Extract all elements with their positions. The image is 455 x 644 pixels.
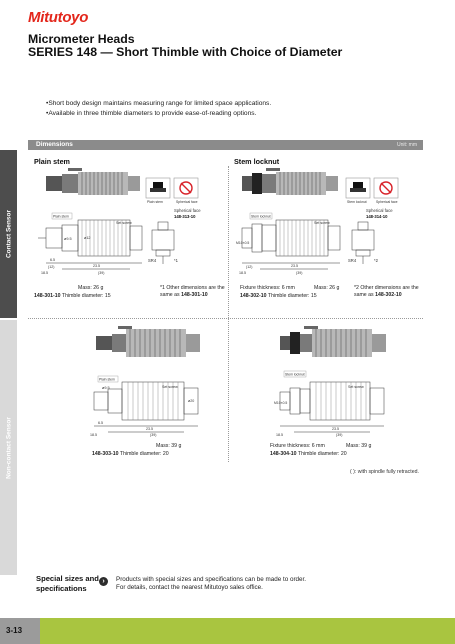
column-title-plain-stem: Plain stem xyxy=(34,157,70,166)
dimensions-section-bar xyxy=(28,140,423,150)
svg-text:M10×0.5: M10×0.5 xyxy=(236,241,250,245)
svg-text:SR4: SR4 xyxy=(148,258,157,263)
product-code: 148-303-10 xyxy=(92,451,119,457)
diagram-spherical-face-a xyxy=(144,176,216,272)
footer-bar xyxy=(0,618,455,644)
product-code: 148-301-10 xyxy=(34,293,61,299)
page-number: 3-13 xyxy=(6,626,23,635)
svg-text:(12): (12) xyxy=(246,265,253,269)
svg-text:(12): (12) xyxy=(48,265,55,269)
spec-b-fixture: Fixture thickness: 6 mm xyxy=(240,285,295,291)
diagram-spherical-face-b xyxy=(344,176,420,272)
svg-text:Spherical face: Spherical face xyxy=(174,208,201,213)
note-b: *2 Other dimensions are the same as 148-302-10 xyxy=(354,285,419,298)
special-sizes-text: Products with special sizes and specifications can be made to order. For details, contact the nearest Mitutoyo sales office. xyxy=(116,576,307,591)
svg-text:23.5: 23.5 xyxy=(291,264,298,268)
svg-text:(39): (39) xyxy=(336,433,343,437)
row-divider xyxy=(28,318,423,319)
diagram-plain-stem-20 xyxy=(88,326,208,438)
bullet-item: • Short body design maintains measuring range for limited space applications. xyxy=(46,99,271,109)
svg-text:23.5: 23.5 xyxy=(146,427,153,431)
spec-d-fixture: Fixture thickness: 6 mm xyxy=(270,443,325,449)
product-code: 148-302-10 xyxy=(240,293,267,299)
special-sizes-title: Special sizes and specifications xyxy=(36,574,99,593)
feature-bullets xyxy=(46,99,271,119)
callout-stem-locknut: Stem locknut xyxy=(251,214,271,219)
svg-text:Spherical face: Spherical face xyxy=(366,208,393,213)
svg-text:18.5: 18.5 xyxy=(276,433,283,437)
mitutoyo-logo: Mitutoyo xyxy=(28,9,89,26)
svg-text:148-313-10: 148-313-10 xyxy=(174,214,196,219)
spec-d-mass: Mass: 39 g xyxy=(346,443,372,449)
spec-a-mass: Mass: 26 g xyxy=(78,285,104,291)
svg-text:Set screw: Set screw xyxy=(116,221,132,225)
spec-b: 148-302-10 Thimble diameter: 15 xyxy=(240,293,317,299)
locknut-graphic xyxy=(252,173,262,194)
stem-graphic xyxy=(46,176,62,191)
svg-text:Set screw: Set screw xyxy=(162,385,178,389)
svg-text:18.5: 18.5 xyxy=(239,271,246,275)
product-code: 148-302-10 xyxy=(375,292,402,298)
footnote: ( ): with spindle fully retracted. xyxy=(350,469,419,475)
svg-text:Stem locknut: Stem locknut xyxy=(285,372,305,377)
product-code: 148-301-10 xyxy=(181,292,208,298)
spec-c: 148-303-10 Thimble diameter: 20 xyxy=(92,451,169,457)
svg-text:18.5: 18.5 xyxy=(41,271,48,275)
svg-text:(39): (39) xyxy=(98,271,105,275)
svg-text:(39): (39) xyxy=(296,271,303,275)
side-tab-non-contact: Non-contact Sensor xyxy=(0,320,17,575)
svg-text:Plain stem: Plain stem xyxy=(99,377,115,382)
svg-text:ø12: ø12 xyxy=(84,236,91,240)
svg-text:Set screw: Set screw xyxy=(314,221,330,225)
unit-label: Unit: mm xyxy=(397,142,417,148)
callout-plain-stem: Plain stem xyxy=(53,214,69,219)
svg-text:23.5: 23.5 xyxy=(93,264,100,268)
column-divider xyxy=(228,166,229,462)
svg-text:*2: *2 xyxy=(374,258,378,263)
svg-text:Spherical face: Spherical face xyxy=(376,200,398,204)
svg-text:148-314-10: 148-314-10 xyxy=(366,214,388,219)
svg-text:SR4: SR4 xyxy=(348,258,357,263)
diagram-stem-locknut-15 xyxy=(236,168,348,278)
svg-text:6.5: 6.5 xyxy=(50,258,55,262)
svg-text:ø20: ø20 xyxy=(188,399,195,403)
side-tab-contact: Contact Sensor xyxy=(0,150,17,318)
svg-text:23.5: 23.5 xyxy=(332,427,339,431)
diagram-plain-stem-15 xyxy=(38,168,150,278)
column-title-stem-locknut: Stem locknut xyxy=(234,157,280,166)
diagram-stem-locknut-20 xyxy=(274,326,394,438)
bullet-item: • Available in three thimble diameters to provide ease-of-reading options. xyxy=(46,109,271,119)
svg-text:ø9.5: ø9.5 xyxy=(102,386,110,390)
svg-text:*1: *1 xyxy=(174,258,178,263)
svg-text:M10×0.5: M10×0.5 xyxy=(274,401,288,405)
svg-text:18.5: 18.5 xyxy=(90,433,97,437)
section-title: Dimensions xyxy=(36,141,73,148)
svg-text:Set screw: Set screw xyxy=(348,385,364,389)
svg-text:Stem locknut: Stem locknut xyxy=(347,200,367,204)
svg-text:6.5: 6.5 xyxy=(98,421,103,425)
svg-text:Plain stem: Plain stem xyxy=(147,200,163,204)
note-a: *1 Other dimensions are the same as 148-301-10 xyxy=(160,285,225,298)
spec-a: 148-301-10 Thimble diameter: 15 xyxy=(34,293,111,299)
spec-c-mass: Mass: 39 g xyxy=(156,443,182,449)
product-code: 148-304-10 xyxy=(270,451,297,457)
spec-b-mass: Mass: 26 g xyxy=(314,285,340,291)
thimble-graphic xyxy=(78,172,128,195)
svg-text:(39): (39) xyxy=(150,433,157,437)
arrow-right-icon: › xyxy=(99,577,108,586)
page-title: Micrometer Heads SERIES 148 — Short Thimble with Choice of Diameter xyxy=(28,32,343,59)
page-number-tab xyxy=(0,618,40,644)
svg-text:Spherical face: Spherical face xyxy=(176,200,198,204)
svg-text:ø9.5: ø9.5 xyxy=(64,237,72,241)
spec-d: 148-304-10 Thimble diameter: 20 xyxy=(270,451,347,457)
